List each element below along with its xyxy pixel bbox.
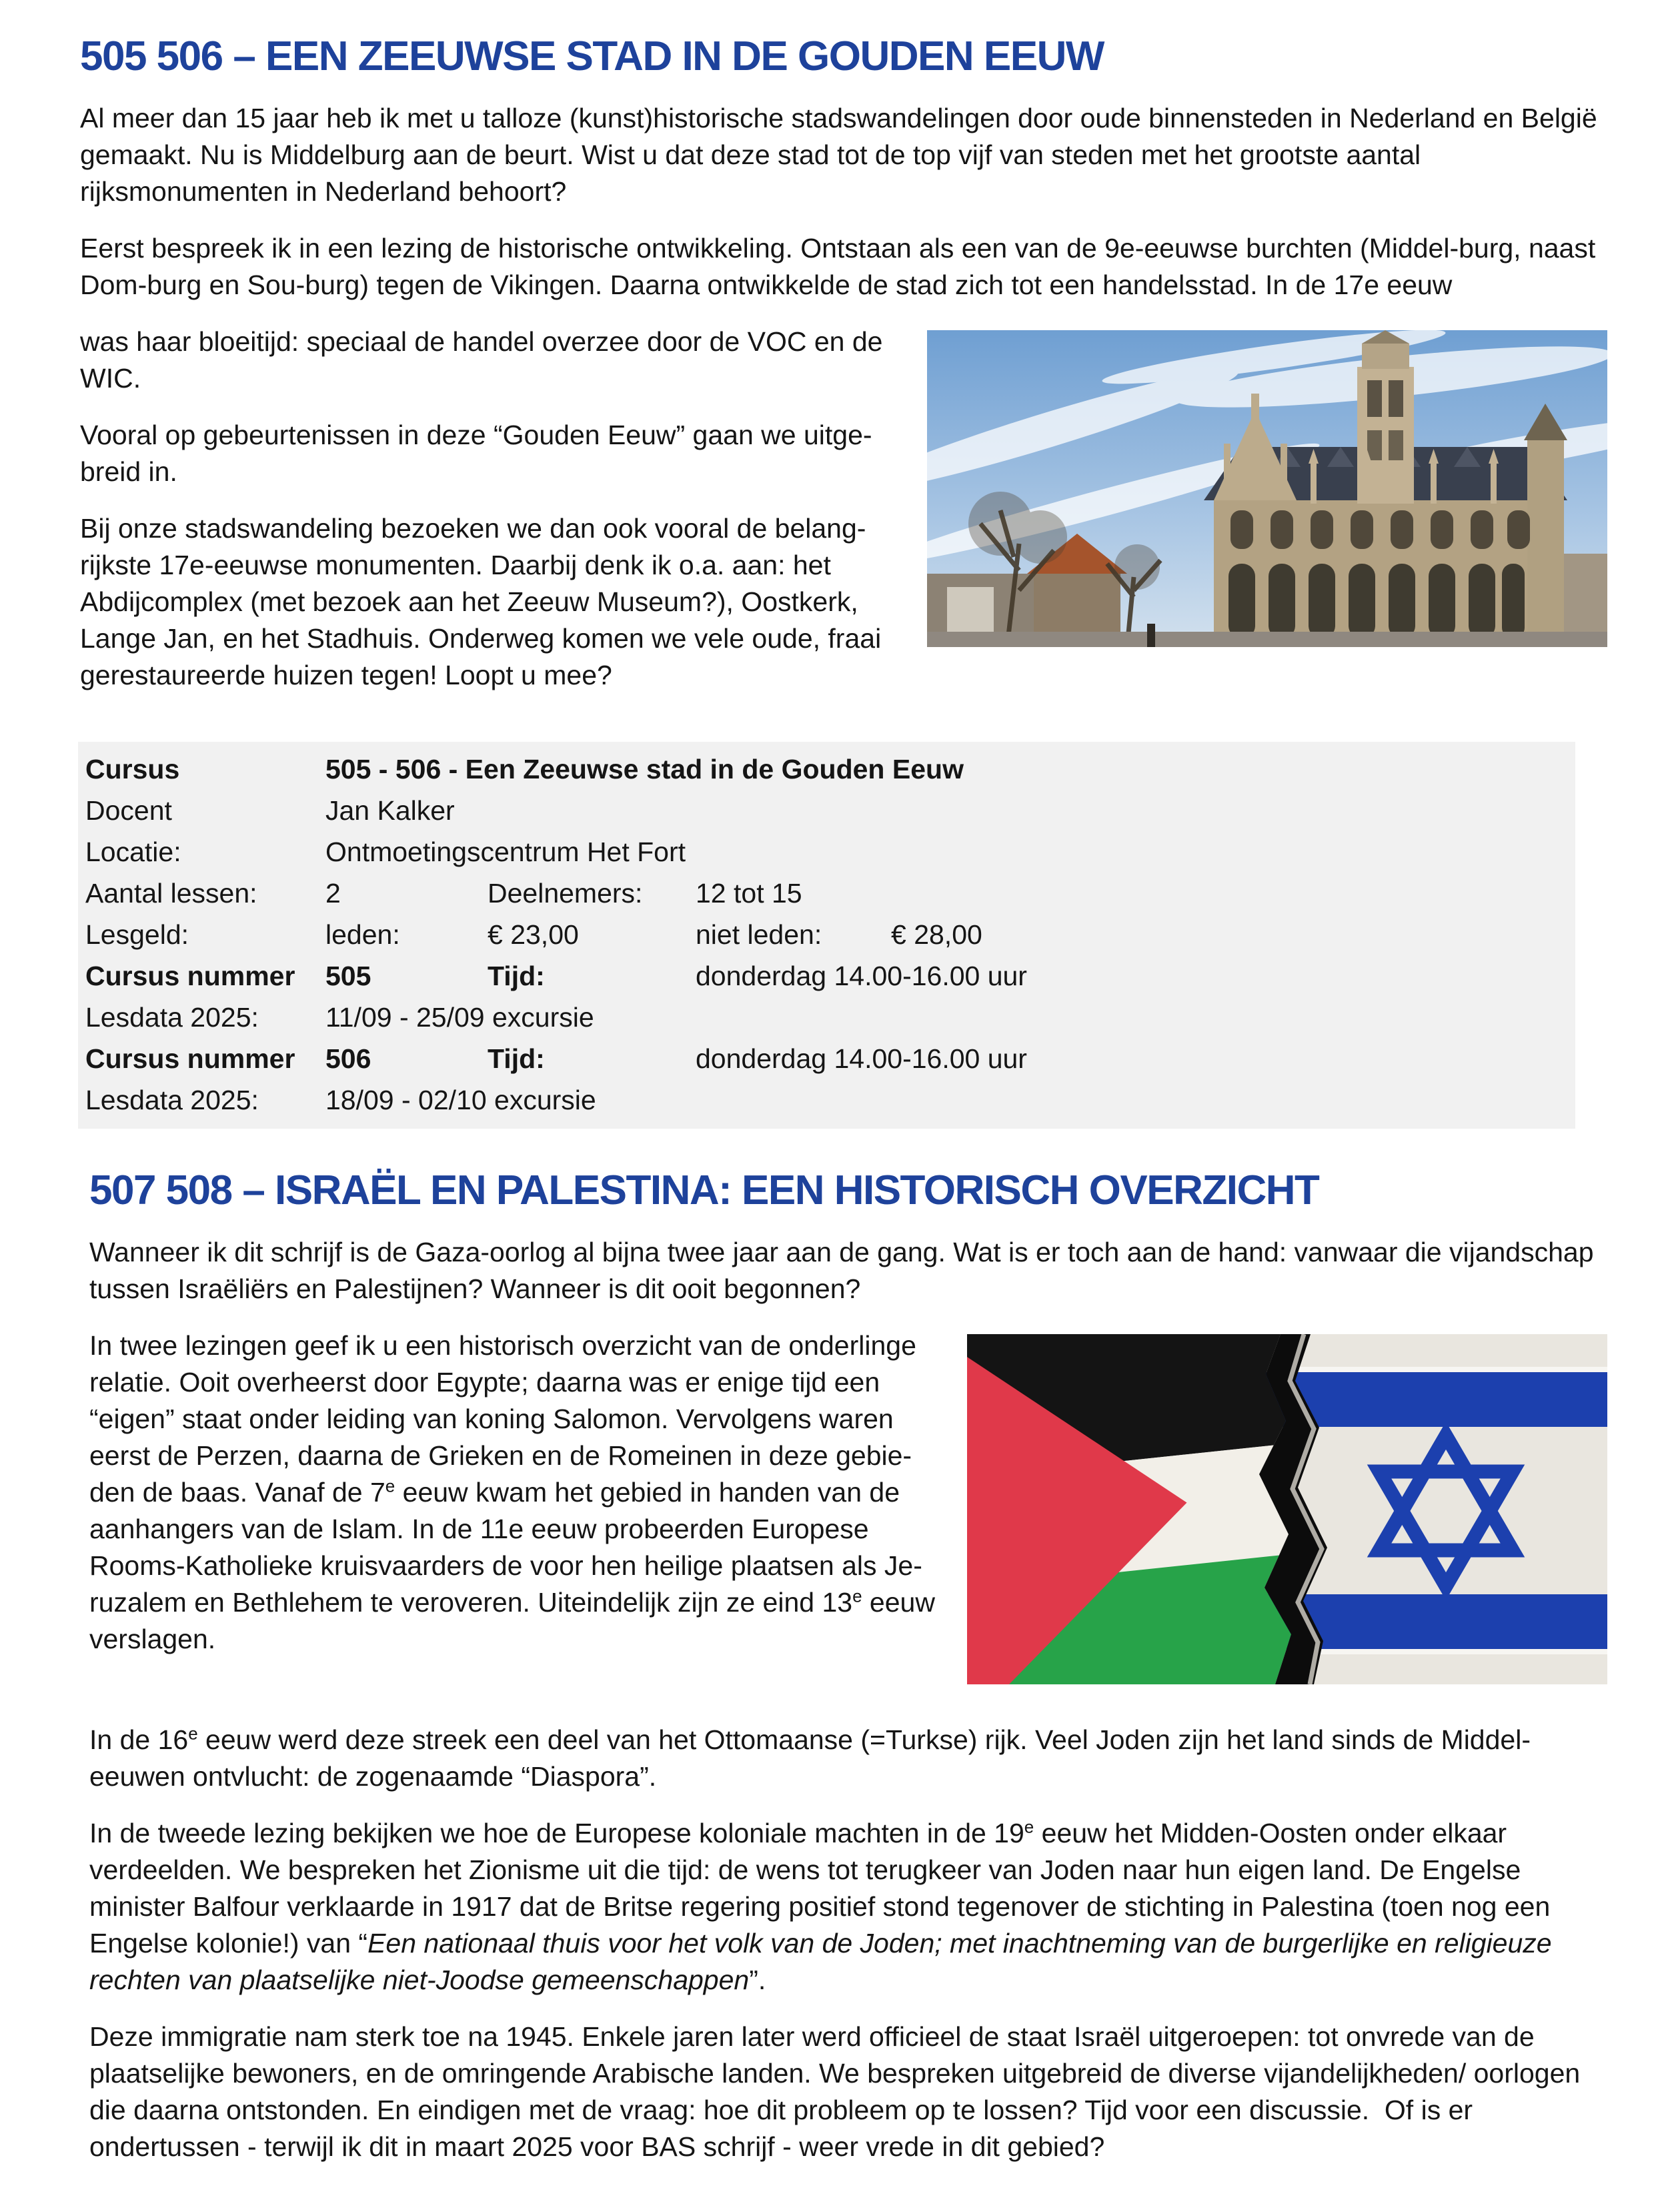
table-label: niet leden:	[696, 919, 822, 950]
stadhuis-middelburg-photo	[927, 330, 1607, 647]
israel-palestine-flags-photo	[967, 1334, 1607, 1684]
table-label: Tijd:	[488, 1043, 545, 1074]
table-value: donderdag 14.00-16.00 uur	[696, 961, 1027, 991]
table-value: € 23,00	[488, 919, 579, 950]
table-label: Cursus	[85, 754, 180, 784]
table-value: 505 - 506 - Een Zeeuwse stad in de Gouden Eeuw	[325, 754, 964, 784]
table-label: Cursus nummer	[85, 1043, 295, 1074]
superscript-e: e	[1024, 1816, 1034, 1837]
table-value: € 28,00	[891, 919, 982, 950]
section2-wrap-block	[89, 1327, 1607, 1702]
table-value: 2	[325, 878, 341, 909]
table-label: leden:	[325, 919, 400, 950]
section2-paragraph-5: Deze immigratie nam sterk toe na 1945. Enkele jaren later werd officieel de staat Israël uitgeroepen: tot onvrede van de plaatselijke bewoners, en de omringende Arabische landen. We bespreken uitgebreid de diverse vijandelijkheden/ oorlogen die daarna ontstonden. En eindigen met de vraag: hoe dit probleem op te lossen? Tijd voor een discussie. Of is er ondertussen - terwijl ik dit in maart 2025 voor BAS schrijf - weer vrede in dit gebied?	[89, 2021, 1581, 2162]
section1-paragraph-2b: was haar bloeitijd: speciaal de handel overzee door de VOC en de WIC.	[80, 326, 883, 394]
table-label: Docent	[85, 795, 172, 826]
balfour-quote: Een nationaal thuis voor het volk van de Joden; met inachtneming van de burgerlijke en religieuze rechten van plaatselijke niet-Joodse gemeenschappen	[89, 1928, 1552, 1995]
table-value: 18/09 - 02/10 excursie	[325, 1085, 596, 1115]
section1-title: 505 506 – EEN ZEEUWSE STAD IN DE GOUDEN EEUW	[80, 33, 1104, 79]
table-value: 505	[325, 961, 371, 991]
section2-title: 507 508 – ISRAËL EN PALESTINA: EEN HISTORISCH OVERZICHT	[89, 1167, 1319, 1213]
table-label: Aantal lessen:	[85, 878, 257, 909]
section2-paragraph-2: In twee lezingen geef ik u een historisch overzicht van de onderlinge relatie. Ooit overheerst door Egypte; daarna was er enige tijd een “eigen” staat onder leiding van koning Salomon. Vervolgens waren eerst de Perzen, daarna de Grieken en de Romeinen in deze gebieden de baas. Vanaf de 7e eeuw kwam het gebied in handen van de aanhangers van de Islam. In de 11e eeuw probeerden Europese Rooms-Katholieke kruisvaarders de voor hen heilige plaatsen als Jeruzalem en Bethlehem te veroveren. Uiteindelijk zijn ze eind 13e eeuw verslagen.	[89, 1330, 935, 1654]
table-label: Tijd:	[488, 961, 545, 991]
table-label: Lesdata 2025:	[85, 1085, 259, 1115]
table-value: Jan Kalker	[325, 795, 455, 826]
section2-paragraph-4: In de tweede lezing bekijken we hoe de Europese koloniale machten in de 19e eeuw het Midden-Oosten onder elkaar verdeelden. We bespreken het Zionisme uit die tijd: de wens tot terugkeer van Joden naar hun eigen land. De Engelse minister Balfour verklaarde in 1917 dat de Britse regering positief stond tegenover de stichting in Palestina (toen nog een Engelse kolonie!) van “Een nationaal thuis voor het volk van de Joden; met inachtneming van de burgerlijke en religieuze rechten van plaatselijke niet-Joodse gemeenschappen”.	[89, 1816, 1552, 1995]
section1-paragraph-4: Bij onze stadswandeling bezoeken we dan ook vooral de belangrijkste 17e-eeuwse monumenten. Daarbij denk ik o.a. aan: het Abdijcomplex (met bezoek aan het Zeeuw Museum?), Oostkerk, Lange Jan, en het Stadhuis. Onderweg komen we vele oude, fraai gerestaureerde huizen tegen! Loopt u mee?	[80, 513, 882, 690]
table-value: donderdag 14.00-16.00 uur	[696, 1043, 1027, 1074]
table-value: 12 tot 15	[696, 878, 802, 909]
table-value: 506	[325, 1043, 371, 1074]
table-label: Cursus nummer	[85, 961, 295, 991]
course-info-table	[78, 742, 1575, 1129]
section1-paragraph-2a: Eerst bespreek ik in een lezing de historische ontwikkeling. Ontstaan als een van de 9e-eeuwse burchten (Middel-burg, naast Dom-burg en Sou-burg) tegen de Vikingen. Daarna ontwikkelde de stad zich tot een handelsstad. In de 17e eeuw	[80, 233, 1596, 300]
table-label: Locatie:	[85, 837, 181, 867]
section1-paragraph-3: Vooral op gebeurtenissen in deze “Gouden Eeuw” gaan we uitgebreid in.	[80, 420, 872, 487]
section2-paragraph-3: In de 16e eeuw werd deze streek een deel van het Ottomaanse (=Turkse) rijk. Veel Joden zijn het land sinds de Middeleeuwen ontvlucht: de zogenaamde “Diaspora”.	[89, 1723, 1531, 1792]
section1-paragraph-1: Al meer dan 15 jaar heb ik met u talloze (kunst)historische stadswandelingen door oude binnensteden in Nederland en België gemaakt. Nu is Middelburg aan de beurt. Wist u dat deze stad tot de top vijf van steden met het grootste aantal rijksmonumenten in Nederland behoort?	[80, 103, 1597, 207]
superscript-e: e	[188, 1723, 198, 1744]
table-label: Lesgeld:	[85, 919, 189, 950]
section2-paragraph-1: Wanneer ik dit schrijf is de Gaza-oorlog al bijna twee jaar aan de gang. Wat is er toch aan de hand: vanwaar die vijandschap tussen Israëliërs en Palestijnen? Wanneer is dit ooit begonnen?	[89, 1237, 1594, 1304]
table-value: 11/09 - 25/09 excursie	[325, 1002, 594, 1033]
superscript-e: e	[852, 1586, 862, 1606]
superscript-e: e	[385, 1476, 395, 1496]
table-label: Lesdata 2025:	[85, 1002, 259, 1033]
table-value: Ontmoetingscentrum Het Fort	[325, 837, 686, 867]
table-label: Deelnemers:	[488, 878, 643, 909]
section1-wrap-block	[80, 324, 1607, 714]
